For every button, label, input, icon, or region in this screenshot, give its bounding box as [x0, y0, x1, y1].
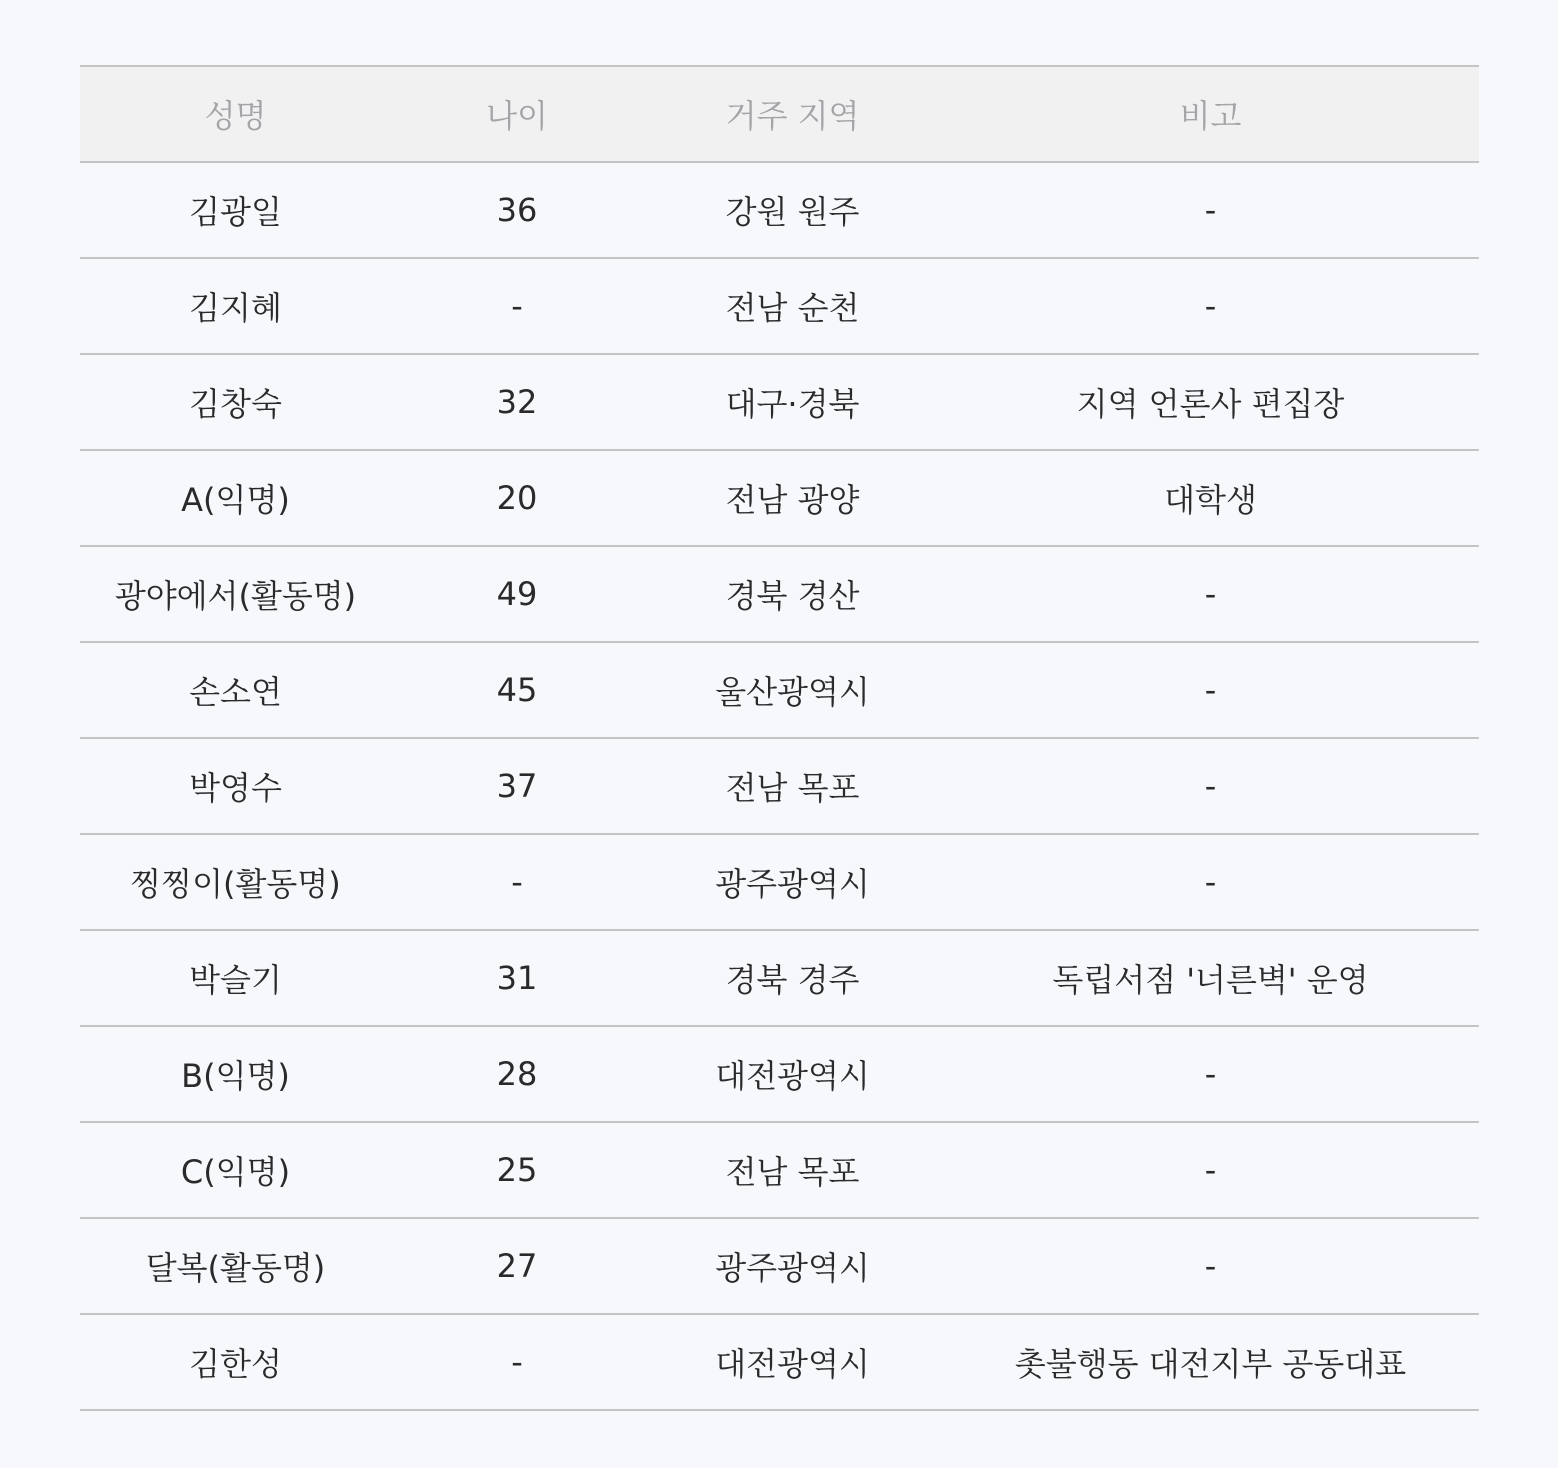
- cell-note: -: [942, 642, 1479, 738]
- cell-note: -: [942, 1026, 1479, 1122]
- table-row: [80, 1218, 1479, 1314]
- column-header-region: 거주 지역: [643, 66, 942, 162]
- cell-region: 대전광역시: [643, 1314, 942, 1410]
- cell-region: 전남 광양: [643, 450, 942, 546]
- cell-age: -: [391, 258, 643, 354]
- table-header: [80, 66, 1479, 162]
- cell-region: 경북 경주: [643, 930, 942, 1026]
- cell-age: 49: [391, 546, 643, 642]
- cell-note: 지역 언론사 편집장: [942, 354, 1479, 450]
- cell-name: 박영수: [80, 738, 391, 834]
- cell-region: 강원 원주: [643, 162, 942, 258]
- cell-age: 45: [391, 642, 643, 738]
- header-row: [80, 66, 1479, 162]
- cell-age: -: [391, 1314, 643, 1410]
- cell-name: 광야에서(활동명): [80, 546, 391, 642]
- cell-region: 광주광역시: [643, 834, 942, 930]
- cell-note: 독립서점 '너른벽' 운영: [942, 930, 1479, 1026]
- cell-age: 36: [391, 162, 643, 258]
- cell-region: 광주광역시: [643, 1218, 942, 1314]
- column-header-age: 나이: [391, 66, 643, 162]
- cell-age: 20: [391, 450, 643, 546]
- table-row: [80, 738, 1479, 834]
- cell-age: 28: [391, 1026, 643, 1122]
- cell-note: -: [942, 162, 1479, 258]
- table-row: [80, 546, 1479, 642]
- cell-age: 37: [391, 738, 643, 834]
- people-table-container: [80, 65, 1479, 1411]
- cell-region: 경북 경산: [643, 546, 942, 642]
- cell-region: 대전광역시: [643, 1026, 942, 1122]
- cell-region: 울산광역시: [643, 642, 942, 738]
- cell-age: -: [391, 834, 643, 930]
- table-row: [80, 1026, 1479, 1122]
- cell-region: 전남 목포: [643, 738, 942, 834]
- table-row: [80, 1122, 1479, 1218]
- cell-region: 전남 순천: [643, 258, 942, 354]
- cell-name: 김지혜: [80, 258, 391, 354]
- table-row: [80, 1314, 1479, 1410]
- cell-age: 27: [391, 1218, 643, 1314]
- table-row: [80, 930, 1479, 1026]
- column-header-note: 비고: [942, 66, 1479, 162]
- cell-region: 전남 목포: [643, 1122, 942, 1218]
- table-row: [80, 162, 1479, 258]
- table-row: [80, 642, 1479, 738]
- cell-name: 김한성: [80, 1314, 391, 1410]
- table-body: [80, 162, 1479, 1410]
- cell-note: 촛불행동 대전지부 공동대표: [942, 1314, 1479, 1410]
- cell-name: 찡찡이(활동명): [80, 834, 391, 930]
- cell-note: -: [942, 1218, 1479, 1314]
- cell-name: 김창숙: [80, 354, 391, 450]
- cell-name: 김광일: [80, 162, 391, 258]
- cell-note: -: [942, 258, 1479, 354]
- cell-note: -: [942, 1122, 1479, 1218]
- people-table: [80, 65, 1479, 1411]
- cell-name: C(익명): [80, 1122, 391, 1218]
- cell-name: 달복(활동명): [80, 1218, 391, 1314]
- table-row: [80, 354, 1479, 450]
- cell-name: 손소연: [80, 642, 391, 738]
- cell-name: B(익명): [80, 1026, 391, 1122]
- table-row: [80, 258, 1479, 354]
- cell-note: 대학생: [942, 450, 1479, 546]
- table-row: [80, 834, 1479, 930]
- cell-note: -: [942, 834, 1479, 930]
- column-header-name: 성명: [80, 66, 391, 162]
- cell-name: A(익명): [80, 450, 391, 546]
- cell-age: 32: [391, 354, 643, 450]
- cell-age: 31: [391, 930, 643, 1026]
- cell-age: 25: [391, 1122, 643, 1218]
- table-row: [80, 450, 1479, 546]
- cell-name: 박슬기: [80, 930, 391, 1026]
- cell-region: 대구·경북: [643, 354, 942, 450]
- cell-note: -: [942, 546, 1479, 642]
- cell-note: -: [942, 738, 1479, 834]
